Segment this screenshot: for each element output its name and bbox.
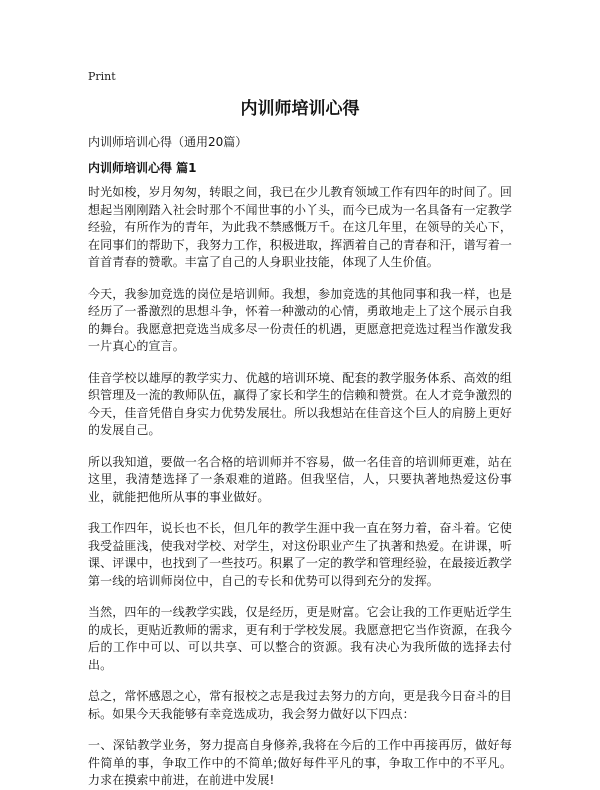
section-heading: 内训师培训心得 篇1 bbox=[88, 161, 197, 175]
paragraph-1: 时光如梭，岁月匆匆，转眼之间，我已在少儿教育领域工作有四年的时间了。回想起当刚刚踏入社会时那个不闻世事的小丫头，而今已成为一名具备有一定教学经验，有所作为的青年，为此我不禁感慨万千。在这几年里，在领导的关心下，在同事们的帮助下，我努力工作，积极进取，挥洒着自己的青春和汗，谱写着一首首青春的赞歌。丰富了自己的人身职业技能，体现了人生价值。 bbox=[88, 185, 512, 269]
document-subtitle: 内训师培训心得（通用20篇） bbox=[88, 135, 248, 149]
paragraph-6: 当然，四年的一线教学实践，仅是经历，更是财富。它会让我的工作更贴近学生的成长，更贴近教师的需求，更有利于学校发展。我愿意把它当作资源，在我今后的工作中可以、可以共享、可以整合的资源。我有决心为我所做的选择去付出。 bbox=[88, 605, 512, 672]
paragraph-2: 今天，我参加竞选的岗位是培训师。我想，参加竞选的其他同事和我一样，也是经历了一番激烈的思想斗争，怀着一种激动的心情，勇敢地走上了这个展示自我的舞台。我愿意把竞选当成多尽一份责任的机遇，更愿意把竞选过程当作激发我一片真心的宣言。 bbox=[88, 286, 512, 353]
paragraph-5: 我工作四年，说长也不长，但几年的教学生涯中我一直在努力着，奋斗着。它使我受益匪浅，使我对学校、对学生，对这份职业产生了执著和热爱。在讲课，听课、评课中，也找到了一些技巧。积累了一定的教学和管理经验，在最接近教学第一线的培训师岗位中，自己的专长和优势可以得到充分的发挥。 bbox=[88, 521, 512, 588]
document-title: 内训师培训心得 bbox=[240, 99, 360, 119]
paragraph-7: 总之，常怀感恩之心，常有报校之志是我过去努力的方向，更是我今日奋斗的目标。如果今天我能够有幸竞选成功，我会努力做好以下四点： bbox=[88, 689, 512, 721]
paragraph-3: 佳音学校以雄厚的教学实力、优越的培训环境、配套的教学服务体系、高效的组织管理及一流的教师队伍，赢得了家长和学生的信赖和赞赏。在人才竞争激烈的今天，佳音凭借自身实力优势发展壮。所以我想站在佳音这个巨人的肩膀上更好的发展自己。 bbox=[88, 370, 512, 437]
print-label: Print bbox=[88, 70, 116, 83]
paragraph-4: 所以我知道，要做一名合格的培训师并不容易，做一名佳音的培训师更难，站在这里，我清楚选择了一条艰难的道路。但我坚信，人，只要执著地热爱这份事业，就能把他所从事的事业做好。 bbox=[88, 454, 512, 504]
paragraph-8: 一、深钻教学业务，努力提高自身修养,我将在今后的工作中再接再厉，做好每件简单的事，争取工作中的不简单;做好每件平凡的事，争取工作中的不平凡。力求在摸索中前进，在前进中发展! bbox=[88, 738, 512, 787]
